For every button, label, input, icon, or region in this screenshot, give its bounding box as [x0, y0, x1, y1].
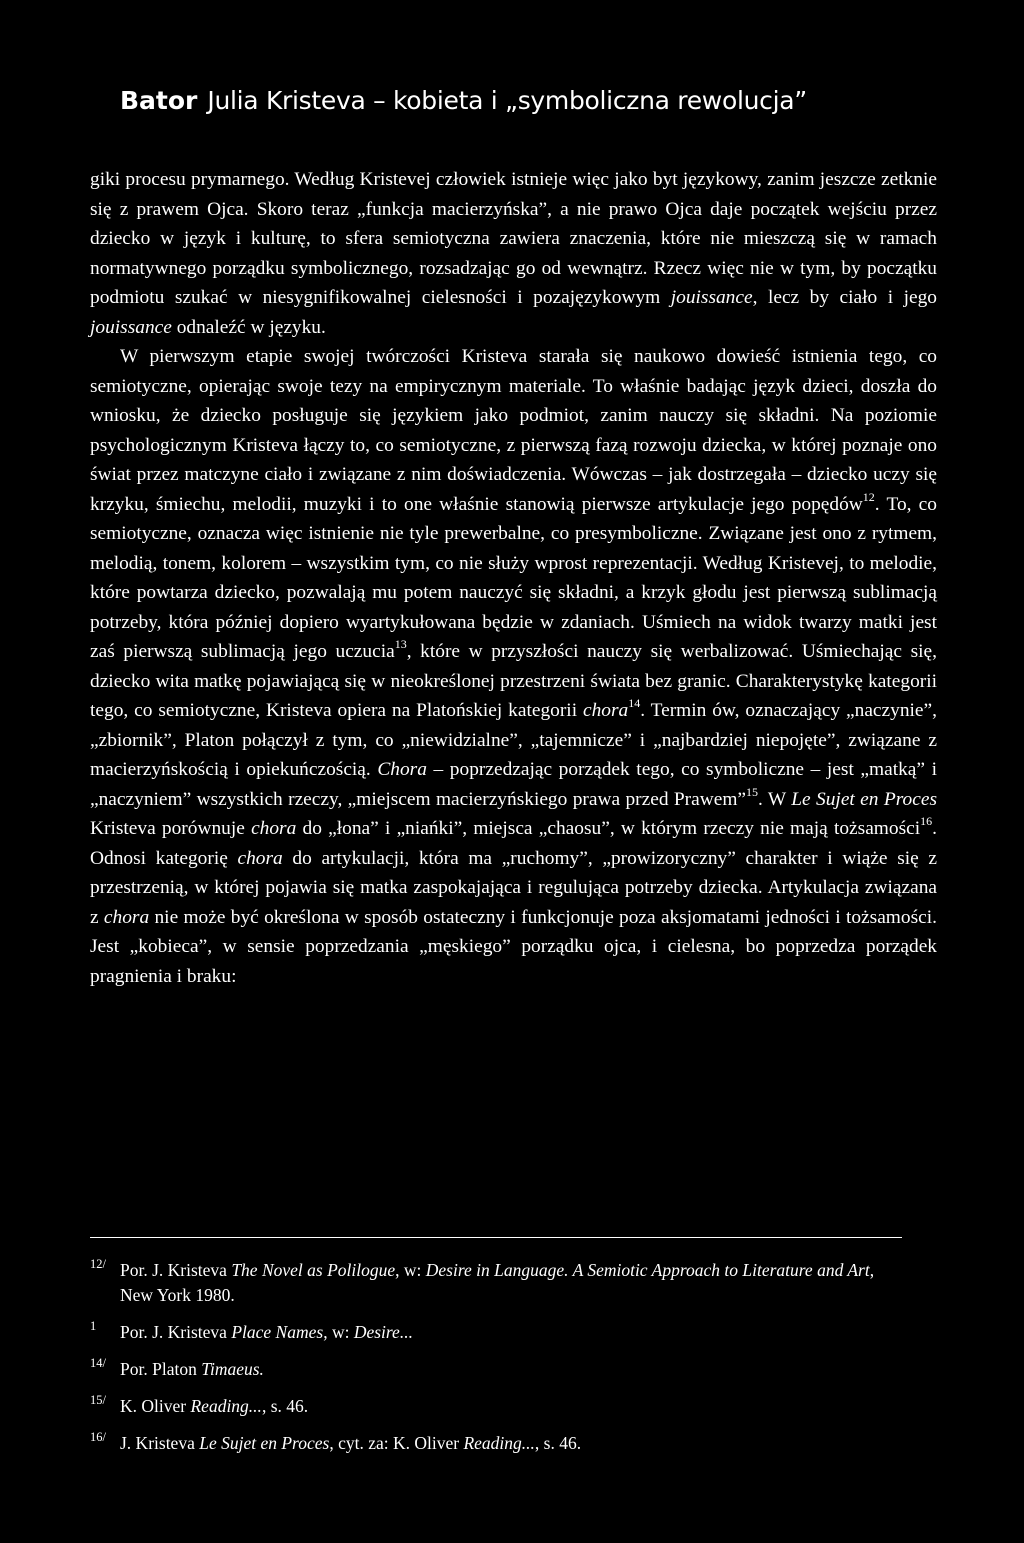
body-text [90, 165, 937, 991]
footnote-ref: 13 [394, 637, 407, 651]
footnote-ref: 16 [920, 814, 933, 828]
footnote-14 [90, 1357, 910, 1382]
footnote-mark: 16/ [90, 1430, 106, 1444]
text-run: Kristeva porównuje [90, 818, 252, 839]
footnote-ref: 15 [746, 784, 759, 799]
footnote-12 [90, 1258, 910, 1308]
text-run: . Odnosi kategorię [90, 818, 937, 869]
footnote-title: Place Names [231, 1322, 324, 1342]
footnote-text: Por. Platon [120, 1359, 202, 1379]
paragraph-1 [90, 165, 937, 342]
running-head-title: Julia Kristeva – kobieta i „symboliczna rewolucja” [207, 86, 807, 115]
footnote-16 [90, 1431, 910, 1456]
text-run: W pierwszym etapie swojej twórczości Kristeva starała się naukowo dowieść istnienia tego, co semiotyczne, opierając swoje tezy na empirycznym materiale. To właśnie badając język dzieci, doszła do wniosku, że dziecko posługuje się językiem jako podmiot, zanim nauczy się składni. Na poziomie psychologicznym Kristeva łączy to, co semiotyczne, z pierwszą fazą rozwoju dziecka, w której poznaje ono świat przez matczyne ciało i związane z nim doświadczenia. Wówczas – jak dostrzegała – dziecko uczy się krzyku, śmiechu, melodii, muzyki i to one właśnie stanowią pierwsze artykulacje jego popędów [90, 346, 937, 515]
italic-term: Le Sujet en Proces [791, 788, 937, 810]
italic-term: jouissance [90, 316, 172, 338]
text-run: odnaleźć w języku. [171, 316, 326, 338]
footnote-text: J. Kristeva [120, 1433, 200, 1453]
text-run: do artykulacji, która ma „ruchomy”, „prowizoryczny” charakter i wiąże się z przestrzenią, w której pojawia się matka zaspokajająca i regulująca potrzeby dziecka. Artykulacja związana z [90, 847, 937, 928]
footnote-mark: 1 [90, 1319, 97, 1333]
footnote-separator [90, 1237, 902, 1238]
running-head-author: Bator [120, 86, 198, 115]
footnote-title: Desire... [353, 1322, 413, 1342]
text-run: – poprzedzając porządek tego, co symboliczne – jest „matką” i „naczyniem” wszystkich rzeczy, „miejscem macierzyńskiego prawa przed Prawem” [90, 759, 937, 810]
text-run: . W [758, 788, 792, 810]
footnote-mark: 12/ [90, 1257, 106, 1271]
footnote-title: Le Sujet en Proces [199, 1433, 330, 1453]
footnote-title: The Novel as Polilogue [231, 1260, 396, 1280]
text-run: do „łona” i „niańki”, miejsca „chaosu”, w którym rzeczy nie mają tożsamości [296, 818, 921, 839]
text-run: giki procesu prymarnego. Według Kristevej człowiek istnieje więc jako byt językowy, zanim jeszcze zetknie się z prawem Ojca. Skoro teraz „funkcja macierzyńska”, a nie prawo Ojca daje początek wejściu przez dziecko w język i kulturę, to sfera semiotyczna zawiera znaczenia, które nie mieszczą się w ramach normatywnego porządku symbolicznego, rozsadzając go od wewnątrz. Rzecz więc nie w tym, by początku podmiotu szukać w niesygnifikowalnej cielesności i pozajęzykowym [90, 169, 937, 308]
footnote-text: K. Oliver [120, 1396, 191, 1416]
footnote-text: , New York 1980. [120, 1260, 875, 1305]
running-head [120, 84, 920, 118]
italic-term: chora [251, 818, 297, 839]
text-run: , które w przyszłości nauczy się werbalizować. Uśmiechając się, dziecko wita matkę pojawiającą się w nieokreślonej przestrzeni świata bez granic. Charakterystykę kategorii tego, co semiotyczne, Kristeva opiera na Platońskiej kategorii [90, 641, 937, 721]
footnote-text: , w: [323, 1322, 354, 1342]
footnote-13 [90, 1320, 910, 1345]
italic-term: Chora [377, 759, 427, 780]
footnote-title: Reading... [463, 1433, 535, 1453]
italic-term: chora [582, 700, 629, 721]
text-run: . Termin ów, oznaczający „naczynie”, „zbiornik”, Platon połączył z tym, co „niewidzialne”, „tajemnicze” i „najbardziej niepojęte”, związane z macierzyńskością i opiekuńczością. [90, 700, 937, 780]
footnote-text: , s. 46. [261, 1396, 309, 1416]
footnote-text: , w: [395, 1260, 426, 1280]
footnote-mark: 14/ [90, 1356, 106, 1370]
footnote-title: Reading... [190, 1396, 262, 1416]
footnote-text: Por. J. Kristeva [120, 1322, 232, 1342]
footnote-text: Por. J. Kristeva [120, 1260, 232, 1280]
italic-term: chora [237, 847, 283, 869]
footnote-ref: 12 [862, 489, 875, 504]
text-run: . To, co semiotyczne, oznacza więc istnienie nie tyle prewerbalne, co presymboliczne. Związane jest ono z rytmem, melodią, tonem, kolorem – wszystkim tym, co nie służy wprost reprezentacji. Według Kristevej, to melodie, które powtarza dziecko, pozwalają mu potem nauczyć się składni, a krzyk głodu jest pierwszą sublimacją potrzeby, która później dopiero wyartykułowana będzie w zdaniach. Uśmiech na widok twarzy matki jest zaś pierwszą sublimacją jego uczucia [90, 493, 937, 662]
italic-term: jouissance [670, 287, 753, 308]
footnote-title: Timaeus. [201, 1359, 264, 1379]
paragraph-2 [90, 342, 937, 991]
italic-term: chora [103, 906, 150, 928]
text-run: , lecz by ciało i jego [752, 287, 937, 308]
text-run: nie może być określona w sposób ostateczny i funkcjonuje poza aksjomatami jedności i tożsamości. Jest „kobieca”, w sensie poprzedzania „męskiego” porządku ojca, i cielesna, bo poprzedza porządek pragnienia i braku: [90, 906, 937, 987]
footnote-ref: 14 [628, 696, 641, 710]
footnote-text: , s. 46. [534, 1433, 582, 1453]
footnote-text: , cyt. za: K. Oliver [329, 1433, 464, 1453]
footnotes [90, 1258, 910, 1468]
footnote-title: Desire in Language. A Semiotic Approach to Literature and Art [425, 1260, 870, 1280]
footnote-15 [90, 1394, 910, 1419]
footnote-mark: 15/ [90, 1393, 106, 1407]
